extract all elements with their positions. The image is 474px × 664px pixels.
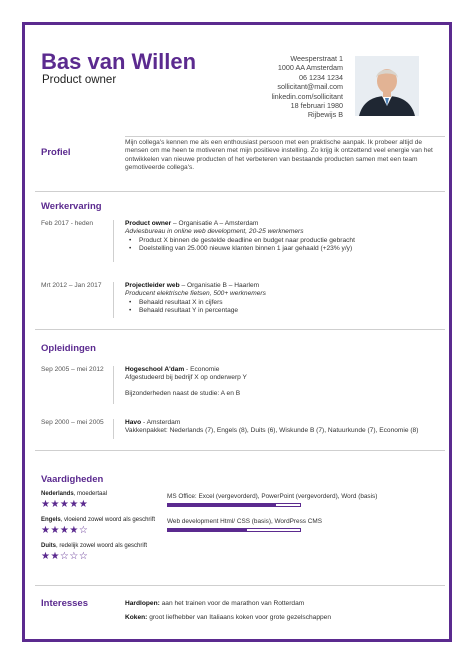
work-bullet: • Behaald resultaat X in cijfers [125, 299, 445, 307]
profile-photo [355, 56, 419, 116]
work-org: – Organisatie A – Amsterdam [171, 220, 259, 227]
skill-bar [167, 503, 301, 507]
language-name: Nederlands [41, 491, 74, 497]
candidate-role: Product owner [42, 74, 117, 86]
contact-block [271, 54, 343, 120]
divider [35, 585, 445, 586]
education-extra: Bijzonderheden naast de studie: A en B [125, 389, 241, 397]
star-rating-icon: ★★☆☆☆ [41, 551, 89, 562]
work-org: – Organisatie B – Haarlem [179, 282, 260, 289]
interest-text: aan het trainen voor de marathon van Rotterdam [159, 600, 305, 607]
education-field: - Amsterdam [141, 419, 181, 426]
section-title-profiel: Profiel [41, 147, 71, 158]
language-name: Engels [41, 517, 61, 523]
work-role: Projectleider web [125, 282, 180, 289]
contact-address: Weesperstraat 1 [290, 54, 343, 63]
timeline-line [113, 282, 114, 318]
work-date: Mrt 2012 – Jan 2017 [41, 282, 102, 289]
skill-bar [167, 528, 301, 532]
contact-linkedin: linkedin.com/sollicitant [271, 91, 343, 101]
education-detail: Vakkenpakket: Nederlands (7), Engels (8), Duits (6), Wiskunde B (7), Natuurkunde (7), Economie (8) [125, 427, 419, 435]
education-date: Sep 2005 – mei 2012 [41, 366, 104, 373]
contact-license: Rijbewijs B [307, 110, 343, 120]
work-bullet: • Product X binnen de gestelde deadline en budget naar productie gebracht [125, 237, 445, 245]
skill-label: MS Office: Excel (vergevorderd), PowerPoint (vergevorderd), Word (basis) [167, 493, 378, 500]
interest-label: Koken: [125, 614, 148, 621]
interest-item [125, 614, 331, 621]
contact-phone: 06 1234 1234 [299, 72, 343, 82]
work-company-desc: Producent elektrische fietsen, 500+ werknemers [125, 290, 266, 298]
timeline-line [113, 366, 114, 404]
cv-page [22, 22, 452, 642]
work-company-desc: Adviesbureau in online web development, 20-25 werknemers [125, 228, 304, 236]
language-level: , vloeiend zowel woord als geschrift [60, 517, 156, 523]
interest-label: Hardlopen: [125, 600, 160, 607]
work-entry [125, 220, 445, 254]
language-level: , moedertaal [73, 491, 108, 497]
section-title-opleidingen: Opleidingen [41, 343, 96, 354]
star-rating-icon: ★★★★★ [41, 499, 89, 510]
education-detail: Afgestudeerd bij bedrijf X op onderwerp Y [125, 374, 247, 382]
skill-bar-fill [168, 504, 276, 506]
section-title-interesses: Interesses [41, 598, 89, 609]
contact-birthdate: 18 februari 1980 [290, 101, 343, 111]
language-item [41, 543, 147, 549]
divider [35, 329, 445, 330]
work-role: Product owner [125, 220, 172, 227]
section-title-werkervaring: Werkervaring [41, 201, 102, 212]
work-date: Feb 2017 - heden [41, 220, 94, 227]
work-entry [125, 282, 445, 316]
section-title-vaardigheden: Vaardigheden [41, 474, 104, 485]
language-item [41, 517, 155, 523]
interest-text: groot liefhebber van Italiaans koken voor grote gezelschappen [147, 614, 332, 621]
language-name: Duits [41, 543, 56, 549]
timeline-line [113, 419, 114, 439]
profile-text: Mijn collega's kennen me als een enthousiast persoon met een praktische aanpak. Ik probeer altijd de mensen om me heen te motiveren met mijn positieve instelling. Zo krijg ik ontzettend veel energie van het ontwikkelen van nieuwe producten of het verbeteren van bestaande producten samen met een team gemotiveerde collega's. [125, 139, 433, 171]
contact-email: sollicitant@mail.com [277, 82, 343, 92]
education-entry [125, 366, 445, 398]
star-rating-icon: ★★★★☆ [41, 525, 89, 536]
education-school: Hogeschool A'dam [125, 366, 185, 373]
work-bullet: • Doelstelling van 25.000 nieuwe klanten binnen 1 jaar gehaald (+23% y/y) [125, 245, 445, 253]
divider [35, 450, 445, 451]
timeline-line [113, 220, 114, 262]
education-date: Sep 2000 – mei 2005 [41, 419, 104, 426]
education-field: - Economie [184, 366, 220, 373]
contact-city: 1000 AA Amsterdam [277, 63, 343, 73]
skill-label: Web development Html/ CSS (basis), WordPress CMS [167, 518, 322, 525]
interest-item [125, 600, 304, 607]
divider [35, 191, 445, 192]
language-item [41, 491, 107, 497]
candidate-name: Bas van Willen [41, 49, 197, 74]
language-level: , redelijk zowel woord als geschrift [56, 543, 148, 549]
skill-bar-fill [168, 529, 247, 531]
education-entry [125, 419, 445, 436]
education-school: Havo [125, 419, 142, 426]
work-bullet: • Behaald resultaat Y in percentage [125, 307, 445, 315]
